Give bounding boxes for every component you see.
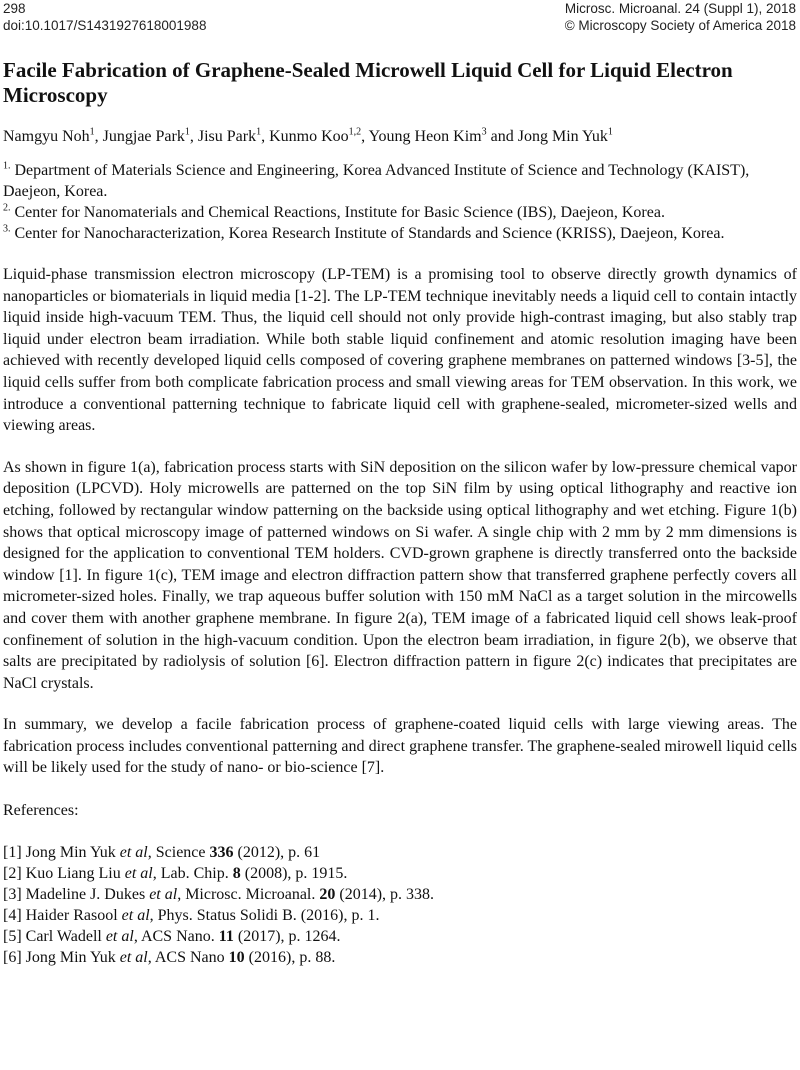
reference-item: [2] Kuo Liang Liu et al, Lab. Chip. 8 (2008), p. 1915. xyxy=(3,865,348,883)
author-affiliation-mark: 1 xyxy=(256,126,262,138)
reference-item: [1] Jong Min Yuk et al, Science 336 (2012), p. 61 xyxy=(3,844,321,862)
affiliation xyxy=(3,160,797,202)
reference-number: [3] xyxy=(3,886,22,904)
reference-item: [3] Madeline J. Dukes et al, Microsc. Microanal. 20 (2014), p. 338. xyxy=(3,886,435,904)
affiliations xyxy=(3,160,797,244)
references-title: References: xyxy=(3,802,79,820)
reference-details: (2012), p. 61 xyxy=(237,844,321,862)
reference-number: [1] xyxy=(3,844,22,862)
author-name: Young Heon Kim xyxy=(368,128,482,145)
references-list xyxy=(3,842,797,968)
reference-details: (2017), p. 1264. xyxy=(237,928,341,946)
reference-journal: Lab. Chip. xyxy=(160,865,229,883)
reference-number: [2] xyxy=(3,865,22,883)
affiliation xyxy=(3,223,797,244)
article-title: Facile Fabrication of Graphene-Sealed Microwell Liquid Cell for Liquid Electron Microscopy xyxy=(3,58,733,107)
journal-citation: Microsc. Microanal. 24 (Suppl 1), 2018 xyxy=(564,1,796,16)
reference-journal: ACS Nano xyxy=(154,949,225,967)
reference-details: (2008), p. 1915. xyxy=(244,865,348,883)
reference-author: Madeline J. Dukes xyxy=(25,886,146,904)
author-name: Kunmo Koo xyxy=(269,128,349,145)
doi: doi:10.1017/S1431927618001988 xyxy=(3,18,207,33)
reference-etal: et al xyxy=(121,907,150,925)
paragraph-summary: In summary, we develop a facile fabrication process of graphene-coated liquid cells with large viewing areas. The fabrication process includes conventional patterning and direct graphene transfer. The graphene-sealed mirowell liquid cells will be likely used for the study of nano- or bio-science [7]. xyxy=(3,716,797,777)
author-name: Jisu Park xyxy=(197,128,257,145)
author-affiliation-mark: 1 xyxy=(89,126,95,138)
reference-number: [4] xyxy=(3,907,22,925)
reference-journal: Phys. Status Solidi B. xyxy=(157,907,297,925)
reference-etal: et al xyxy=(149,886,178,904)
paragraph-intro: Liquid-phase transmission electron microscopy (LP-TEM) is a promising tool to observe directly growth dynamics of nanoparticles or biomaterials in liquid media [1-2]. The LP-TEM technique inevitably needs a liquid cell to contain intactly liquid inside high-vacuum TEM. Thus, the liquid cell should not only provide high-contrast imaging, but also stably trap liquid under electron beam irradiation. While both stable liquid confinement and atomic resolution imaging have been achieved with recently developed liquid cells composed of covering graphene membranes on patterned windows [3-5], the liquid cells suffer from both complicate fabrication process and small viewing areas for TEM observation. In this work, we introduce a conventional patterning technique to fabricate liquid cell with graphene-sealed, micrometer-sized wells and viewing areas. xyxy=(3,266,797,435)
reference-item: [6] Jong Min Yuk et al, ACS Nano 10 (2016), p. 88. xyxy=(3,949,336,967)
article xyxy=(3,58,797,968)
reference-etal: et al xyxy=(119,949,148,967)
reference-etal: et al xyxy=(119,844,148,862)
reference-details: (2016), p. 88. xyxy=(248,949,336,967)
affiliation-number: 2. xyxy=(3,202,11,214)
reference-author: Kuo Liang Liu xyxy=(25,865,121,883)
reference-number: [5] xyxy=(3,928,22,946)
reference-journal: Microsc. Microanal. xyxy=(185,886,316,904)
copyright: © Microscopy Society of America 2018 xyxy=(564,18,796,33)
reference-journal: ACS Nano. xyxy=(140,928,215,946)
author-affiliation-mark: 1 xyxy=(607,126,613,138)
author-list: Namgyu Noh$^1$, Jungjae Park$^1$, Jisu Park$^1$, Kunmo Koo$^{1,2}$, Young Heon Kim$^3$ and Jong Min Yuk$^1$ xyxy=(3,126,613,145)
page-number: 298 xyxy=(3,1,26,16)
author-affiliation-mark: 3 xyxy=(481,126,487,138)
reference-author: Carl Wadell xyxy=(25,928,102,946)
affiliation-text: Center for Nanocharacterization, Korea Research Institute of Standards and Science (KRISS), Daejeon, Korea. xyxy=(14,225,725,242)
reference-author: Jong Min Yuk xyxy=(25,949,116,967)
author-affiliation-mark: 1 xyxy=(184,126,190,138)
affiliation-text: Department of Materials Science and Engineering, Korea Advanced Institute of Science and Technology (KAIST), Daejeon, Korea. xyxy=(3,162,750,200)
reference-volume: 8 xyxy=(232,865,241,883)
reference-number: [6] xyxy=(3,949,22,967)
page-header-right xyxy=(565,0,796,34)
affiliation-number: 3. xyxy=(3,223,11,235)
page-header-left xyxy=(3,0,206,34)
affiliation-text: Center for Nanomaterials and Chemical Reactions, Institute for Basic Science (IBS), Daejeon, Korea. xyxy=(14,204,665,221)
reference-author: Haider Rasool xyxy=(25,907,118,925)
reference-volume: 336 xyxy=(209,844,234,862)
affiliation xyxy=(3,202,797,223)
reference-item: [5] Carl Wadell et al, ACS Nano. 11 (2017), p. 1264. xyxy=(3,928,341,946)
reference-details: (2014), p. 338. xyxy=(339,886,435,904)
author-name: Jong Min Yuk xyxy=(517,128,608,145)
reference-item: [4] Haider Rasool et al, Phys. Status Solidi B. (2016), p. 1. xyxy=(3,907,380,925)
reference-etal: et al xyxy=(105,928,134,946)
reference-journal: Science xyxy=(155,844,206,862)
article-body xyxy=(3,264,797,779)
author-name: Jungjae Park xyxy=(102,128,185,145)
author-affiliation-mark: 1,2 xyxy=(348,126,362,138)
reference-volume: 10 xyxy=(228,949,245,967)
author-name: Namgyu Noh xyxy=(3,128,90,145)
reference-etal: et al xyxy=(124,865,153,883)
reference-volume: 20 xyxy=(319,886,336,904)
affiliation-number: 1. xyxy=(3,160,11,172)
reference-volume: 11 xyxy=(218,928,234,946)
paragraph-methods: As shown in figure 1(a), fabrication process starts with SiN deposition on the silicon wafer by low-pressure chemical vapor deposition (LPCVD). Holy microwells are patterned on the top SiN film by using optical lithography and reactive ion etching, followed by rectangular window patterning on the backside using optical lithography and wet etching. Figure 1(b) shows that optical microscopy image of patterned windows on Si wafer. A single chip with 2 mm by 2 mm dimensions is designed for the application to conventional TEM holders. CVD-grown graphene is directly transferred onto the backside window [1]. In figure 1(c), TEM image and electron diffraction pattern show that transferred graphene perfectly covers all micrometer-sized holes. Finally, we trap aqueous buffer solution with 150 mM NaCl as a target solution in the mircowells and cover them with another graphene membrane. In figure 2(a), TEM image of a fabricated liquid cell shows leak-proof confinement of solution in the high-vacuum condition. Upon the electron beam irradiation, in figure 2(b), we observe that salts are precipitated by radiolysis of solution [6]. Electron diffraction pattern in figure 2(c) indicates that precipitates are NaCl crystals. xyxy=(3,458,797,692)
reference-author: Jong Min Yuk xyxy=(25,844,116,862)
reference-details: (2016), p. 1. xyxy=(300,907,380,925)
